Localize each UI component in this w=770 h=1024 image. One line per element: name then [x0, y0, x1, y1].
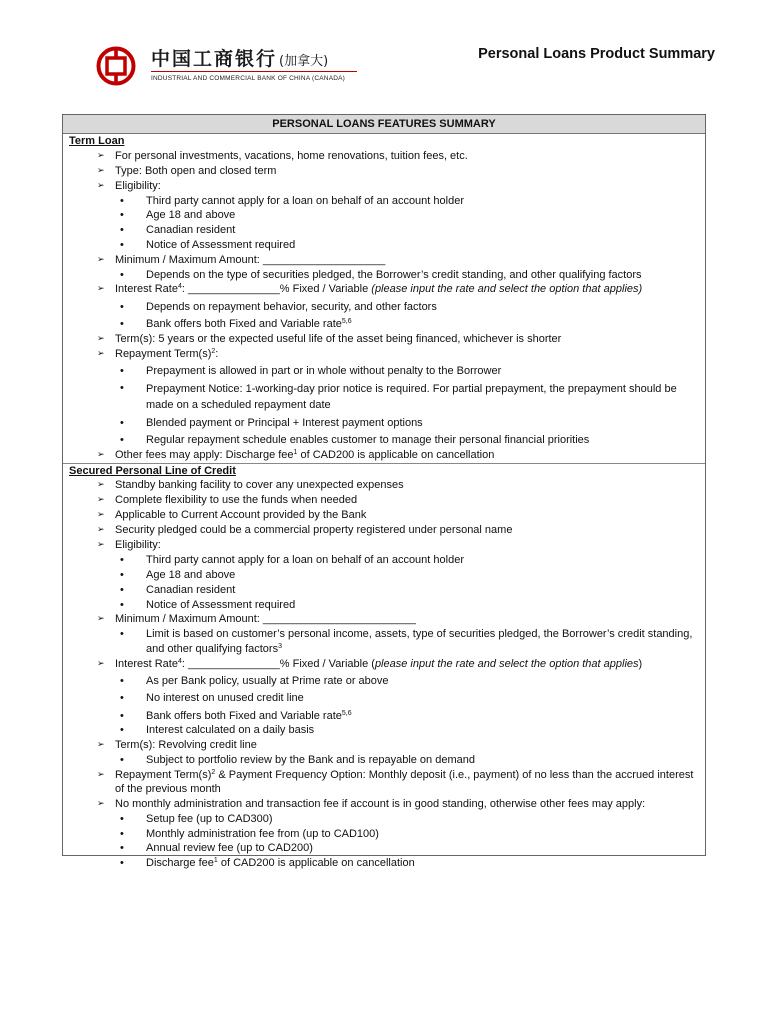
sub-item: • Third party cannot apply for a loan on behalf of an account holder [120, 194, 464, 207]
list-item: ➢ Term(s): Revolving credit line [97, 738, 257, 751]
features-table [62, 114, 706, 870]
arrow-bullet-icon: ➢ [97, 348, 105, 359]
list-item: ➢ Minimum / Maximum Amount: ____________________ [97, 253, 386, 266]
document-title: Personal Loans Product Summary [478, 46, 715, 62]
bank-name-english: INDUSTRIAL AND COMMERCIAL BANK OF CHINA (CANADA) [151, 75, 346, 82]
sub-item: • Depends on repayment behavior, security, and other factors [120, 300, 437, 313]
arrow-bullet-icon: ➢ [97, 254, 105, 265]
arrow-bullet-icon: ➢ [97, 799, 105, 810]
arrow-bullet-icon: ➢ [97, 525, 105, 536]
arrow-bullet-icon: ➢ [97, 769, 105, 780]
sub-item: • Prepayment Notice: 1-working-day prior notice is required. For partial prepayment, the prepayment should be made on a scheduled repayment date [120, 382, 677, 412]
arrow-bullet-icon: ➢ [97, 150, 105, 161]
list-item: ➢ Minimum / Maximum Amount: _________________________ [97, 613, 416, 626]
arrow-bullet-icon: ➢ [97, 165, 105, 176]
sub-item: • Third party cannot apply for a loan on behalf of an account holder [120, 554, 464, 567]
sub-item: • As per Bank policy, usually at Prime rate or above [120, 675, 389, 688]
sub-item: • Regular repayment schedule enables customer to manage their personal financial priorities [120, 434, 590, 447]
arrow-bullet-icon: ➢ [97, 614, 105, 625]
bank-name-chinese: 中国工商银行 (加拿大) [151, 48, 329, 70]
sub-item: • Prepayment is allowed in part or in whole without penalty to the Borrower [120, 365, 502, 378]
sub-item: • Monthly administration fee from (up to CAD100) [120, 827, 379, 840]
list-item: ➢ Repayment $Term(s)^2$: [97, 347, 219, 360]
page-header [0, 0, 770, 100]
list-item: ➢ Security pledged could be a commercial property registered under personal name [97, 524, 513, 537]
list-item: ➢ Interest Rate$^4$: _______________% Fixed / Variable (please input the rate and select the option that applies) [97, 657, 643, 670]
list-item: ➢ Repayment $Term(s)^2$ & Payment Frequency Option: Monthly deposit (i.e., payment) of no less than the accrued interest of the previous month [97, 768, 694, 796]
logo-underline [151, 71, 357, 72]
sub-item: • Interest calculated on a daily basis [120, 724, 315, 737]
sub-item: • Bank offers both Fixed and Variable rate$^{5,6}$ [120, 317, 352, 330]
list-item: ➢ Applicable to Current Account provided by the Bank [97, 509, 367, 522]
sub-item: • Subject to portfolio review by the Bank and is repayable on demand [120, 753, 475, 766]
list-item: ➢ Other fees may apply: Discharge fee$^1$ of CAD200 is applicable on cancellation [97, 448, 495, 461]
arrow-bullet-icon: ➢ [97, 540, 105, 551]
sub-item: • Limit is based on customer’s personal income, assets, type of securities pledged, the Borrower’s credit standing, and other qualifying factors$^3$ [120, 628, 693, 655]
sub-item: • Notice of Assessment required [120, 238, 296, 251]
sub-item: • Blended payment or Principal + Interest payment options [120, 416, 423, 429]
arrow-bullet-icon: ➢ [97, 510, 105, 521]
arrow-bullet-icon: ➢ [97, 739, 105, 750]
section-title: Secured Personal Line of Credit [69, 464, 236, 477]
arrow-bullet-icon: ➢ [97, 333, 105, 344]
arrow-bullet-icon: ➢ [97, 284, 105, 295]
list-item: ➢ Interest Rate$^4$: _______________% Fixed / Variable (please input the rate and select the option that applies) [97, 283, 643, 296]
list-item: ➢ Eligibility: [97, 179, 161, 192]
sub-item: • Setup fee (up to CAD300) [120, 813, 273, 826]
sub-item: • Canadian resident [120, 224, 236, 237]
sub-item: • No interest on unused credit line [120, 692, 304, 705]
list-item: ➢ Type: Both open and closed term [97, 164, 277, 177]
list-item: ➢ Complete flexibility to use the funds when needed [97, 494, 358, 507]
arrow-bullet-icon: ➢ [97, 449, 105, 460]
sub-item: • Bank offers both Fixed and Variable rate$^{5,6}$ [120, 709, 352, 722]
arrow-bullet-icon: ➢ [97, 180, 105, 191]
secured-loc-section [63, 464, 705, 871]
sub-item: • Depends on the type of securities pledged, the Borrower’s credit standing, and other qualifying factors [120, 268, 642, 281]
arrow-bullet-icon: ➢ [97, 495, 105, 506]
list-item: ➢ For personal investments, vacations, home renovations, tuition fees, etc. [97, 149, 468, 162]
arrow-bullet-icon: ➢ [97, 480, 105, 491]
arrow-bullet-icon: ➢ [97, 658, 105, 669]
icbc-logo-icon [96, 46, 136, 86]
list-item: ➢ No monthly administration and transaction fee if account is in good standing, otherwise other fees may apply: [97, 798, 646, 811]
sub-item: • Discharge fee$^1$ of CAD200 is applicable on cancellation [120, 857, 415, 870]
table-header: PERSONAL LOANS FEATURES SUMMARY [63, 115, 705, 134]
list-item: ➢ Eligibility: [97, 539, 161, 552]
sub-item: • Notice of Assessment required [120, 598, 296, 611]
sub-item: • Age 18 and above [120, 569, 236, 582]
sub-item: • Canadian resident [120, 583, 236, 596]
list-item: ➢ Term(s): 5 years or the expected useful life of the asset being financed, whichever is shorter [97, 332, 562, 345]
sub-item: • Annual review fee (up to CAD200) [120, 842, 313, 855]
list-item: ➢ Standby banking facility to cover any unexpected expenses [97, 479, 404, 492]
term-loan-section [63, 134, 705, 464]
section-title: Term Loan [69, 135, 125, 147]
sub-item: • Age 18 and above [120, 209, 236, 222]
